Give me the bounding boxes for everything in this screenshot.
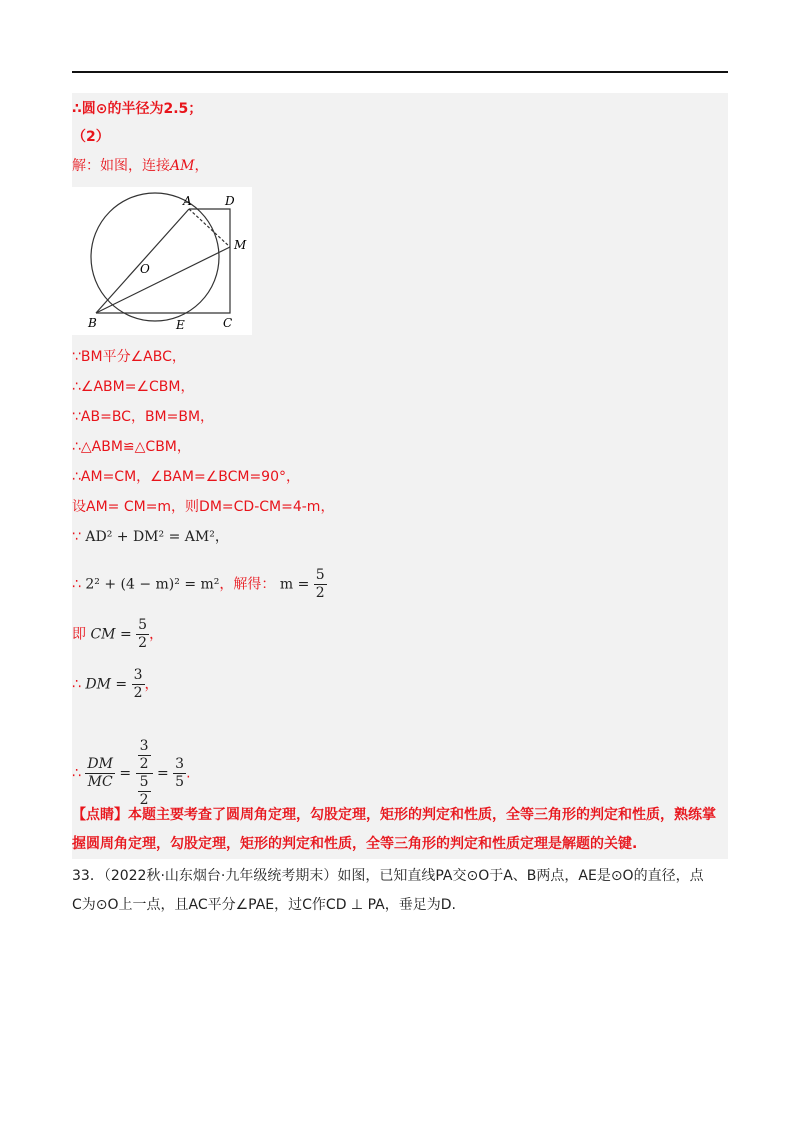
step-9-num: 5 xyxy=(138,617,148,633)
solution-intro xyxy=(72,156,208,176)
step-11-prefix: ∴ xyxy=(72,765,81,782)
step-11-res-den: 5 xyxy=(175,774,185,790)
step-11-compound-num xyxy=(136,738,153,774)
step-1: ∵BM平分∠ABC， xyxy=(72,349,186,365)
step-4: ∴△ABM≌△CBM， xyxy=(72,439,191,455)
label-o: O xyxy=(140,262,150,276)
comment-line-2: 握圆周角定理，勾股定理，矩形的判定和性质，全等三角形的判定和性质定理是解题的关键. xyxy=(72,836,638,852)
step-11-end: . xyxy=(186,765,191,782)
step-3: ∵AB=BC，BM=BM， xyxy=(72,409,215,425)
step-11-result-fraction xyxy=(173,756,186,791)
step-10-den: 2 xyxy=(133,685,143,701)
step-9-lhs: CM = xyxy=(90,626,132,643)
step-8-fraction xyxy=(314,567,327,602)
step-8-den: 2 xyxy=(315,585,325,601)
geometry-figure xyxy=(72,187,252,335)
step-7 xyxy=(72,527,229,547)
step-7-equation: AD² + DM² = AM²， xyxy=(85,529,229,545)
circle-o xyxy=(91,193,219,321)
step-11-compound-fraction xyxy=(136,738,153,809)
question-33-line-1: 33．（2022秋·山东烟台·九年级统考期末）如图，已知直线PA交⊙O于A、B两点，AE是⊙O的直径，点 xyxy=(72,868,704,884)
step-9 xyxy=(72,617,163,652)
step-11-num: DM xyxy=(87,756,113,772)
step-10-end: ， xyxy=(144,676,159,693)
segment-ba xyxy=(96,209,189,313)
step-11-cd-n: 5 xyxy=(139,774,149,790)
header-rule xyxy=(72,71,728,73)
label-m: M xyxy=(234,238,247,252)
step-11-den: MC xyxy=(87,774,113,790)
step-10-fraction xyxy=(132,667,145,702)
step-7-prefix: ∵ xyxy=(72,529,81,545)
step-8 xyxy=(72,567,327,602)
step-11-cd-d: 2 xyxy=(139,792,149,808)
step-2: ∴∠ABM=∠CBM， xyxy=(72,379,195,395)
segment-am-dashed xyxy=(189,209,230,247)
comment-line-1 xyxy=(72,805,716,825)
step-8-num: 5 xyxy=(315,567,325,583)
step-9-prefix: 即 xyxy=(72,626,86,643)
step-11-lhs-fraction xyxy=(85,756,115,791)
step-11-cn-d: 2 xyxy=(139,756,149,772)
step-10 xyxy=(72,667,159,702)
step-8-solve: ，解得： xyxy=(219,576,276,593)
step-11: ∴ $\frac{DM}{MC}$ = $\frac{\frac{3}{2}}{\frac{5}{2}}$ = $\frac{3}{5}$ . xyxy=(72,738,191,808)
step-8-result: m = xyxy=(279,576,310,593)
step-8-prefix: ∴ xyxy=(72,576,81,593)
label-e: E xyxy=(176,318,185,332)
step-9-end: ， xyxy=(149,626,164,643)
step-6: 设AM= CM=m，则DM=CD-CM=4-m， xyxy=(72,499,335,515)
step-5: ∴AM=CM，∠BAM=∠BCM=90°， xyxy=(72,469,300,485)
step-10-num: 3 xyxy=(133,667,143,683)
circle-square-diagram xyxy=(72,187,252,335)
question-33-line-2: C为⊙O上一点，且AC平分∠PAE，过C作CD ⊥ PA，垂足为D. xyxy=(72,897,456,913)
step-11-res-num: 3 xyxy=(175,756,185,772)
comment-text-1: 本题主要考查了圆周角定理，勾股定理，矩形的判定和性质，全等三角形的判定和性质，熟练掌 xyxy=(128,807,716,823)
part-2-label: （2） xyxy=(72,129,110,145)
segment-bm xyxy=(96,247,230,313)
radius-conclusion: ∴圆⊙的半径为2.5； xyxy=(72,101,203,117)
step-11-cn-n: 3 xyxy=(139,738,149,754)
label-d: D xyxy=(225,194,235,208)
label-c: C xyxy=(223,316,233,330)
step-10-prefix: ∴ xyxy=(72,676,81,693)
step-9-den: 2 xyxy=(138,635,148,651)
label-a: A xyxy=(183,194,192,208)
solution-intro-text: 解：如图，连接 xyxy=(72,158,170,174)
step-8-equation: 2² + (4 − m)² = m² xyxy=(85,576,220,593)
comment-tag: 【点睛】 xyxy=(72,807,128,823)
step-9-fraction xyxy=(136,617,149,652)
step-10-lhs: DM = xyxy=(85,676,128,693)
solution-intro-end: ， xyxy=(194,158,209,174)
step-11-compound-den xyxy=(136,774,153,809)
label-b: B xyxy=(88,316,97,330)
solution-intro-var: AM xyxy=(170,158,195,174)
